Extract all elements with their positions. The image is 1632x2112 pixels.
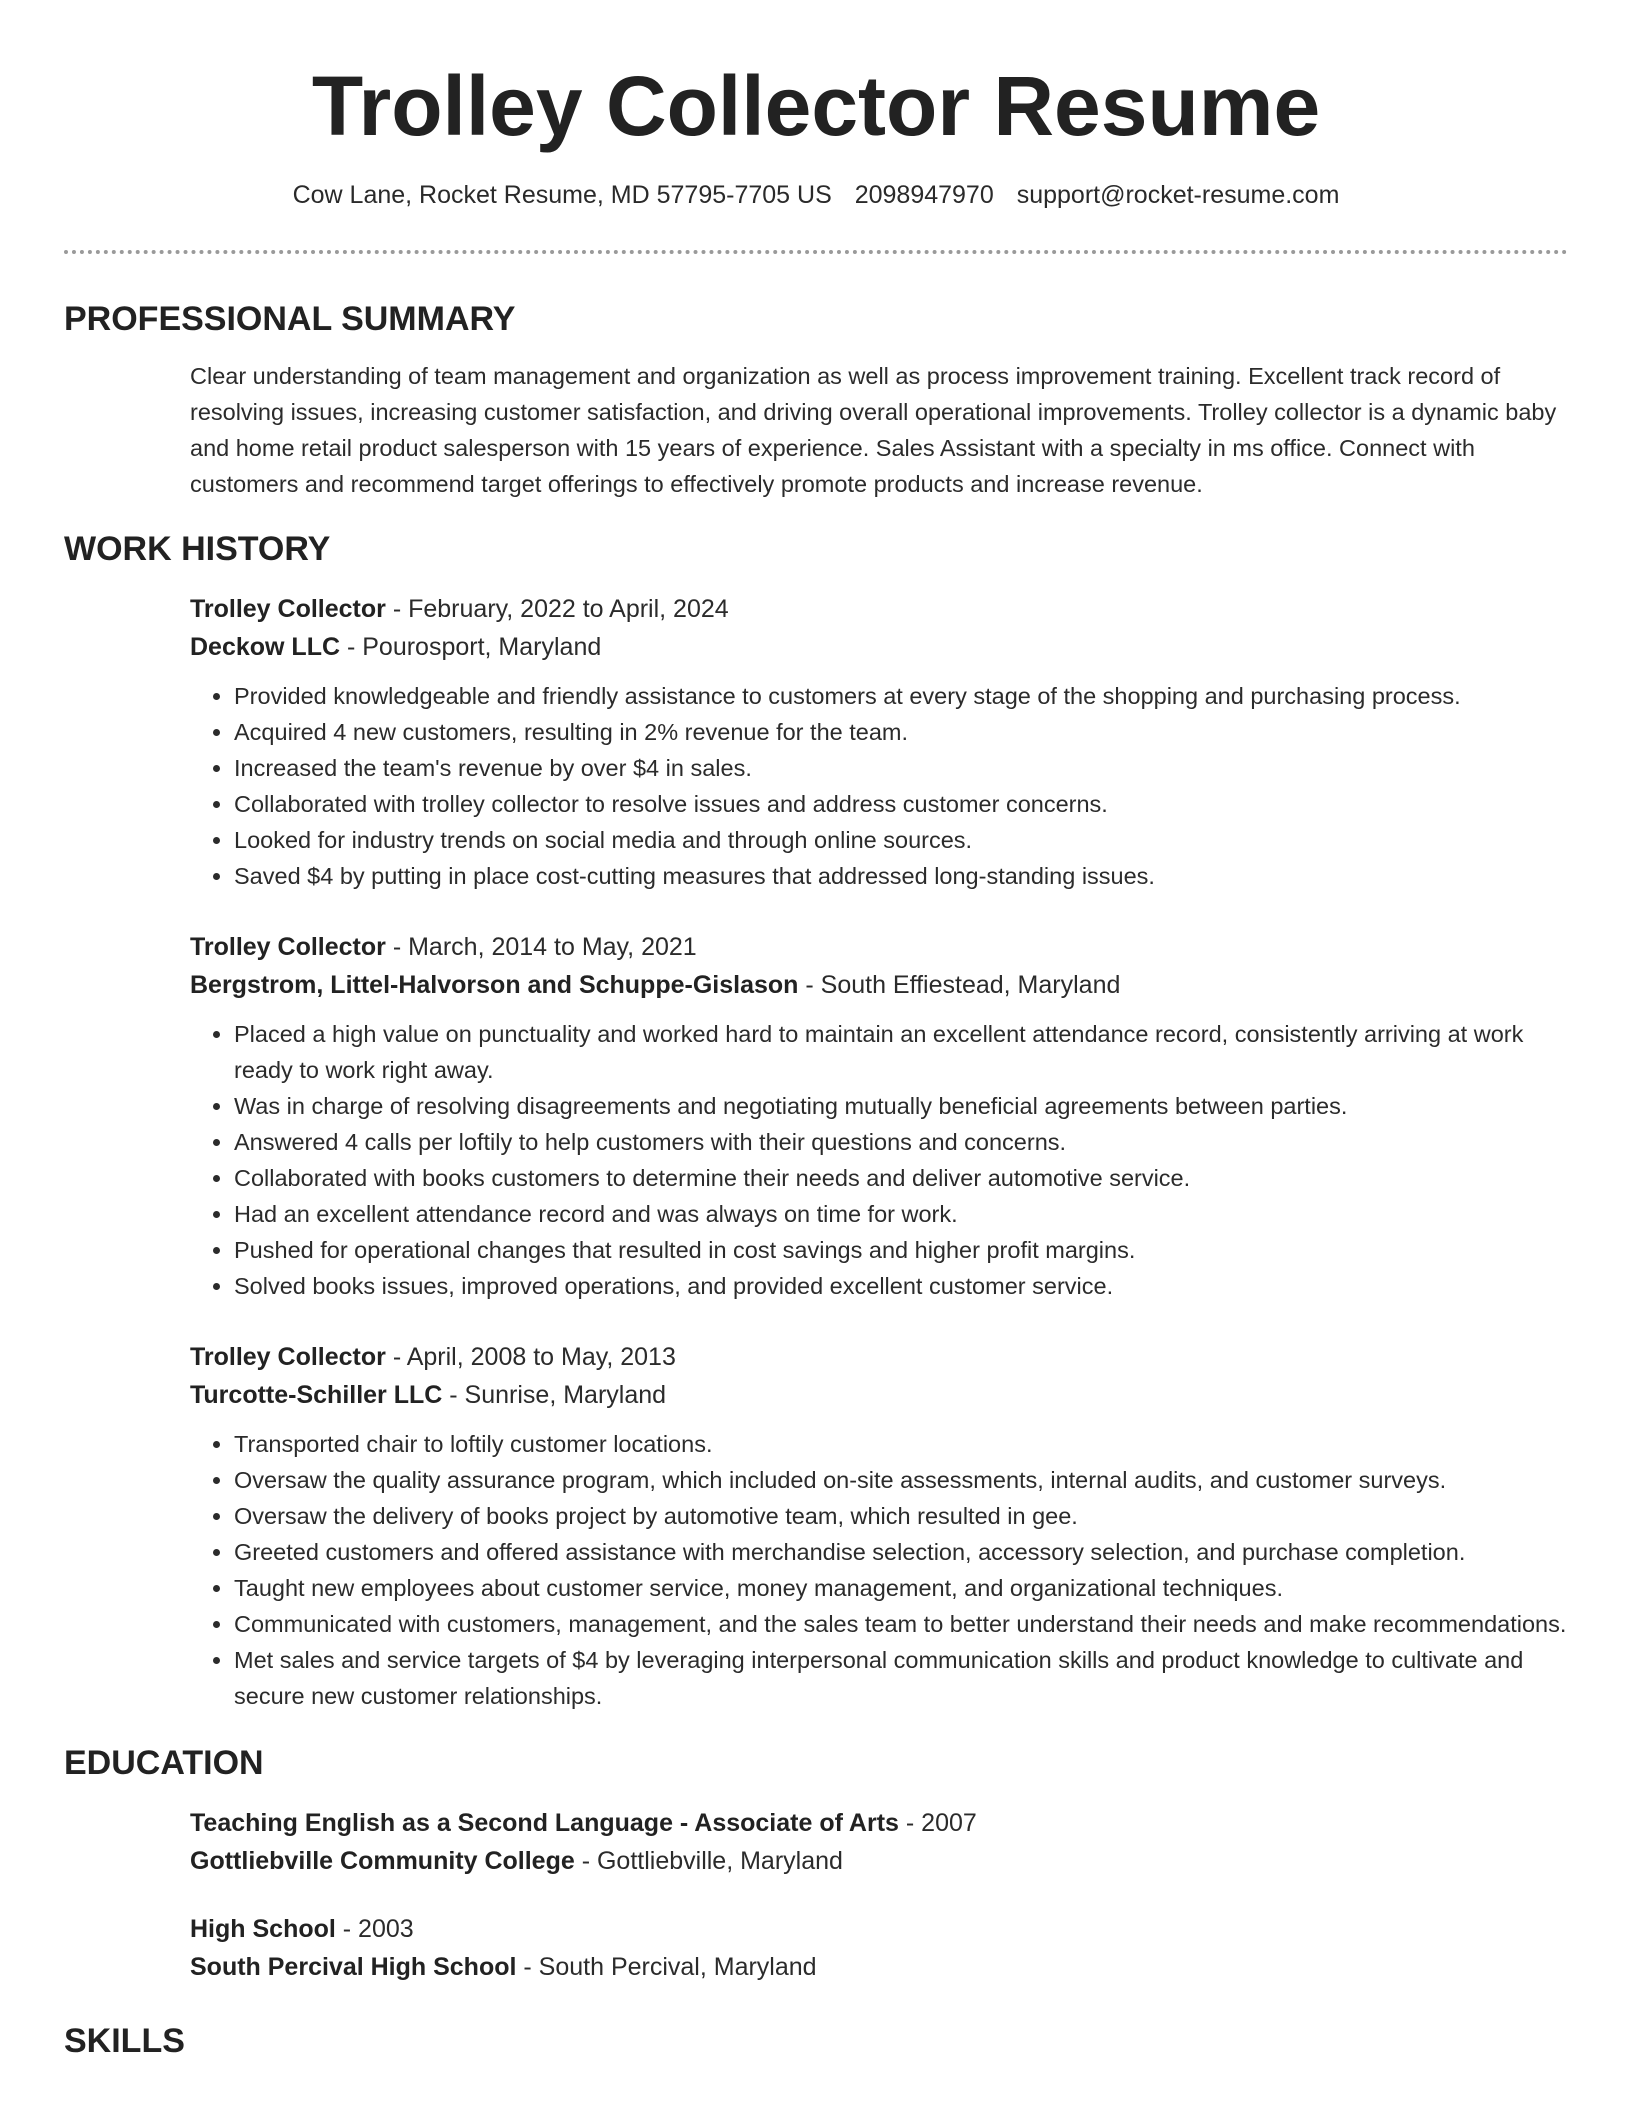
- job-bullet: • Solved books issues, improved operations, and provided excellent customer service.: [234, 1268, 1568, 1304]
- job-company-line: [190, 1376, 1568, 1414]
- education-degree: Teaching English as a Second Language - Associate of Arts: [190, 1809, 899, 1837]
- job-role-line: [190, 590, 1568, 628]
- job-company: Turcotte-Schiller LLC: [190, 1381, 443, 1409]
- job-bullets: [190, 1426, 1568, 1714]
- job-location: - Pourosport, Maryland: [340, 633, 602, 661]
- summary-section: [64, 296, 1568, 502]
- job-location: - Sunrise, Maryland: [442, 1381, 667, 1409]
- job-role: Trolley Collector: [190, 1343, 386, 1371]
- job-bullet: • Saved $4 by putting in place cost-cutting measures that addressed long-standing issues.: [234, 858, 1568, 894]
- education-school: Gottliebville Community College: [190, 1847, 575, 1875]
- job-entry: [190, 590, 1568, 894]
- summary-heading: PROFESSIONAL SUMMARY: [64, 300, 516, 338]
- job-role-line: [190, 1338, 1568, 1376]
- education-entry: [190, 1804, 1568, 1880]
- education-school: South Percival High School: [190, 1953, 517, 1981]
- job-bullet: • Answered 4 calls per loftily to help customers with their questions and concerns.: [234, 1124, 1568, 1160]
- job-dates: - March, 2014 to May, 2021: [385, 933, 697, 961]
- education-heading: EDUCATION: [64, 1744, 264, 1782]
- job-bullet: • Was in charge of resolving disagreements and negotiating mutually beneficial agreements between parties.: [234, 1088, 1568, 1124]
- job-role-line: [190, 928, 1568, 966]
- education-degree: High School: [190, 1915, 336, 1943]
- job-bullet: • Increased the team's revenue by over $4 in sales.: [234, 750, 1568, 786]
- education-degree-line: [190, 1804, 1568, 1842]
- education-degree-line: [190, 1910, 1568, 1948]
- resume-header: [0, 0, 1632, 212]
- education-entry: [190, 1910, 1568, 1986]
- job-bullet: • Greeted customers and offered assistance with merchandise selection, accessory selection, and purchase completion.: [234, 1534, 1568, 1570]
- job-role: Trolley Collector: [190, 933, 386, 961]
- work-history-section: [64, 526, 1568, 1714]
- education-year: - 2003: [335, 1915, 414, 1943]
- job-company-line: [190, 966, 1568, 1004]
- job-bullets: [190, 678, 1568, 894]
- job-bullet: • Looked for industry trends on social media and through online sources.: [234, 822, 1568, 858]
- job-bullet: • Had an excellent attendance record and was always on time for work.: [234, 1196, 1568, 1232]
- job-bullet: • Oversaw the quality assurance program, which included on-site assessments, internal audits, and customer surveys.: [234, 1462, 1568, 1498]
- job-bullet: • Acquired 4 new customers, resulting in 2% revenue for the team.: [234, 714, 1568, 750]
- job-bullet: • Collaborated with trolley collector to resolve issues and address customer concerns.: [234, 786, 1568, 822]
- job-company: Bergstrom, Littel-Halvorson and Schuppe-Gislason: [190, 971, 799, 999]
- resume-title: Trolley Collector Resume: [311, 59, 1321, 153]
- job-bullet: • Transported chair to loftily customer locations.: [234, 1426, 1568, 1462]
- job-entry: [190, 1338, 1568, 1714]
- resume-content: [64, 296, 1568, 2064]
- contact-address: Cow Lane, Rocket Resume, MD 57795-7705 US: [292, 181, 832, 209]
- education-school-line: [190, 1842, 1568, 1880]
- summary-text: Clear understanding of team management and organization as well as process improvement training. Excellent track record of resolving issues, increasing customer satisfaction, and driving overall operational improvements. Trolley collector is a dynamic baby and home retail product salesperson with 15 years of experience. Sales Assistant with a specialty in ms office. Connect with customers and recommend target offerings to effectively promote products and increase revenue.: [190, 363, 1557, 497]
- contact-email: support@rocket-resume.com: [1016, 181, 1340, 209]
- skills-section: [64, 2018, 1568, 2064]
- job-bullet: • Communicated with customers, management, and the sales team to better understand their needs and make recommendations.: [234, 1606, 1568, 1642]
- work-history-heading: WORK HISTORY: [64, 530, 331, 568]
- education-location: - South Percival, Maryland: [516, 1953, 817, 1981]
- contact-phone: 2098947970: [854, 181, 994, 209]
- job-location: - South Effiestead, Maryland: [798, 971, 1121, 999]
- job-bullet: • Collaborated with books customers to determine their needs and deliver automotive service.: [234, 1160, 1568, 1196]
- job-bullet: • Pushed for operational changes that resulted in cost savings and higher profit margins.: [234, 1232, 1568, 1268]
- job-bullet: • Met sales and service targets of $4 by leveraging interpersonal communication skills and product knowledge to cultivate and secure new customer relationships.: [234, 1642, 1568, 1714]
- header-divider: [64, 250, 1568, 254]
- job-bullet: • Oversaw the delivery of books project by automotive team, which resulted in gee.: [234, 1498, 1568, 1534]
- contact-line: [0, 178, 1632, 212]
- job-bullet: • Provided knowledgeable and friendly assistance to customers at every stage of the shopping and purchasing process.: [234, 678, 1568, 714]
- education-year: - 2007: [898, 1809, 977, 1837]
- job-role: Trolley Collector: [190, 595, 386, 623]
- job-bullet: • Placed a high value on punctuality and worked hard to maintain an excellent attendance record, consistently arriving at work ready to work right away.: [234, 1016, 1568, 1088]
- education-school-line: [190, 1948, 1568, 1986]
- job-bullet: • Taught new employees about customer service, money management, and organizational techniques.: [234, 1570, 1568, 1606]
- skills-heading: SKILLS: [64, 2022, 185, 2060]
- education-location: - Gottliebville, Maryland: [574, 1847, 843, 1875]
- job-company-line: [190, 628, 1568, 666]
- job-company: Deckow LLC: [190, 633, 341, 661]
- job-entry: [190, 928, 1568, 1304]
- job-bullets: [190, 1016, 1568, 1304]
- job-dates: - April, 2008 to May, 2013: [385, 1343, 676, 1371]
- education-section: [64, 1740, 1568, 1986]
- job-dates: - February, 2022 to April, 2024: [385, 595, 729, 623]
